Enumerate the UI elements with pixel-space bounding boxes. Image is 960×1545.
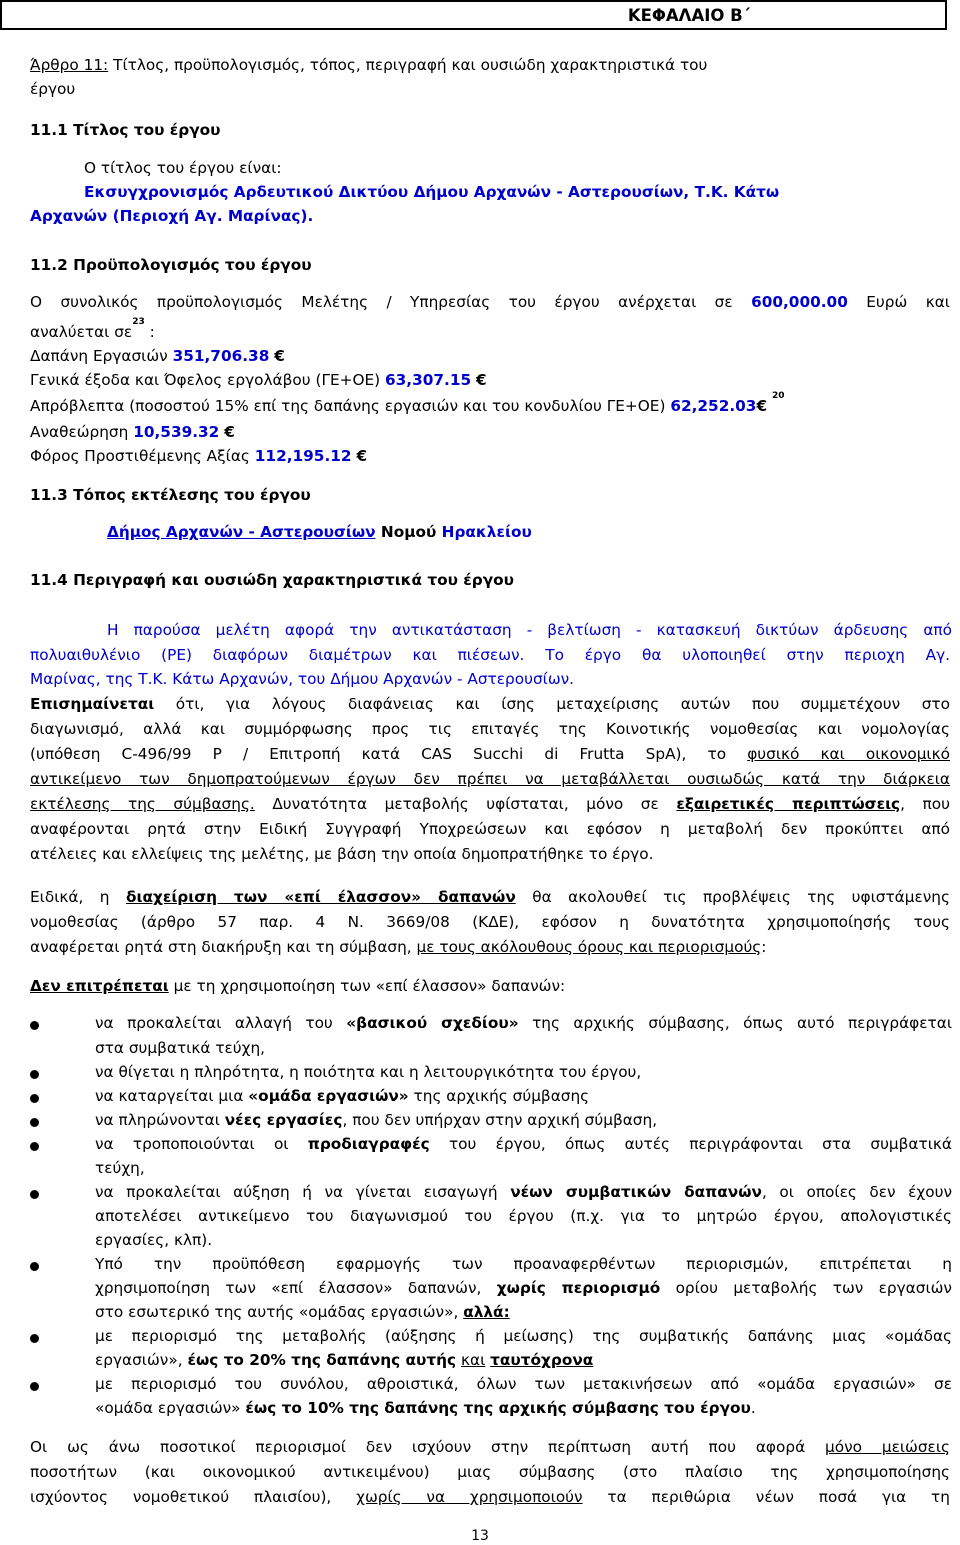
budget-breakdown-intro: αναλύεται $\sigma\varepsilon^{23}$ : [30,317,155,341]
budget-total-amount: 600,000.00 [751,293,848,311]
budget-total-line: Ο συνολικός προϋπολογισμός Μελέτης / Υπηρεσίας του έργου ανέρχεται σε 600,000.00 Ευρώ και [30,293,950,311]
not-allowed-intro: Δεν επιτρέπεται με τη χρησιμοποίηση των «επί έλασσον» δαπανών: [30,977,566,995]
article-title: Άρθρο 11: Τίτλος, προϋπολογισμός, τόπος, περιγραφή και ουσιώδη χαρακτηριστικά του [30,56,708,74]
title-intro: Ο τίτλος του έργου είναι: [84,159,282,177]
list-item-cont: στο εσωτερικό της αυτής «ομάδας εργασιών», αλλά: [95,1303,510,1321]
emphasis-paragraph: Επισημαίνεται ότι, για λόγους διαφάνειας και ίσης μεταχείρισης αυτών που συμμετέχουν στο [30,695,950,713]
list-item: με περιορισμό της μεταβολής (αύξησης ή μείωσης) της συμβατικής δαπάνης μιας «ομάδας [95,1327,952,1345]
list-item: να θίγεται η πληρότητα, η ποιότητα και η λειτουργικότητα του έργου, [95,1063,642,1081]
emphasis-paragraph-line: διαγωνισμό, αλλά και συμμόρφωσης προς τις επιταγές της Κοινοτικής νομοθεσίας και νομολογίας [30,720,950,738]
list-item: Υπό την προϋπόθεση εφαρμογής των προαναφερθέντων περιορισμών, επιτρέπεται η [95,1255,952,1273]
bullet-icon [30,1262,39,1271]
special-paragraph-line: αναφέρεται ρητά στη διακήρυξη και τη σύμβαση, με τους ακόλουθους όρους και περιορισμούς: [30,938,767,956]
list-item-cont: χρησιμοποίηση των «επί έλασσον» δαπανών, χωρίς περιορισμό ορίου μεταβολής των εργασιών [95,1279,952,1297]
section-11-2-heading: 11.2 Προϋπολογισμός του έργου [30,256,312,274]
bullet-icon [30,1382,39,1391]
special-paragraph-line: νομοθεσίας (άρθρο 57 παρ. 4 Ν. 3669/08 (ΚΔΕ), εφόσον η δυνατότητα χρησιμοποίησής τους [30,913,950,931]
list-item-cont: εργασιών», έως το 20% της δαπάνης αυτής και ταυτόχρονα [95,1351,594,1369]
list-item: με περιορισμό του συνόλου, αθροιστικά, όλων των μετακινήσεων από «ομάδα εργασιών» σε [95,1375,952,1393]
chapter-header: ΚΕΦΑΛΑΙΟ Β΄ [0,0,947,30]
bullet-icon [30,1070,39,1079]
list-item-cont: στα συμβατικά τεύχη, [95,1039,266,1057]
limits-paragraph: Οι ως άνω ποσοτικοί περιορισμοί δεν ισχύουν στην περίπτωση αυτή που αφορά μόνο μειώσεις [30,1438,950,1456]
emphasis-paragraph-line: αντικείμενο των δημοπρατούμενων έργων δεν πρέπει να μεταβάλλεται ουσιωδώς κατά την διάρκεια [30,770,950,788]
project-title-line1: Εκσυγχρονισμός Αρδευτικού Δικτύου Δήμου Αρχανών - Αστερουσίων, Τ.Κ. Κάτω [84,183,780,201]
section-11-3-heading: 11.3 Τόπος εκτέλεσης του έργου [30,486,311,504]
list-item: να πληρώνονται νέες εργασίες, που δεν υπήρχαν στην αρχική σύμβαση, [95,1111,658,1129]
budget-row: Απρόβλεπτα (ποσοστού 15% επί της δαπάνης εργασιών και του κονδυλίου ΓΕ+ΟΕ) 62,252.03€ $^{20}$ [30,391,785,415]
description-line3: Μαρίνας, της Τ.Κ. Κάτω Αρχανών, του Δήμου Αρχανών - Αστερουσίων. [30,670,575,688]
budget-row: Φόρος Προστιθέμενης Αξίας 112,195.12 € [30,447,368,465]
budget-row: Δαπάνη Εργασιών 351,706.38 € [30,347,285,365]
section-11-1-heading: 11.1 Τίτλος του έργου [30,121,221,139]
project-title-line2: Αρχανών (Περιοχή Αγ. Μαρίνας). [30,207,314,225]
list-item-cont: εργασίες, κλπ). [95,1231,213,1249]
list-item: να προκαλείται αλλαγή του «βασικού σχεδίου» της αρχικής σύμβασης, όπως αυτό περιγράφεται [95,1014,953,1032]
bullet-icon [30,1190,39,1199]
bullet-icon [30,1142,39,1151]
bullet-icon [30,1021,39,1030]
bullet-icon [30,1118,39,1127]
list-item-cont: αποτελέσει αντικείμενο του διαγωνισμού του έργου (π.χ. για το μητρώο έργου, απολογιστικές [95,1207,952,1225]
list-item-cont: τεύχη, [95,1159,145,1177]
limits-paragraph-line: ποσοτήτων (και οικονομικού αντικειμένου) μιας σύμβασης (στο πλαίσιο της χρησιμοποίησης [30,1463,950,1481]
list-item-cont: «ομάδα εργασιών» έως το 10% της δαπάνης της αρχικής σύμβασης του έργου. [95,1399,756,1417]
list-item: να προκαλείται αύξηση ή να γίνεται εισαγωγή νέων συμβατικών δαπανών, οι οποίες δεν έχουν [95,1183,952,1201]
emphasis-paragraph-line: (υπόθεση C-496/99 P / Επιτροπή κατά CAS Succhi di Frutta SpA), το φυσικό και οικονομικό [30,745,950,763]
description-line2: πολυαιθυλένιο (PE) διαφόρων διαμέτρων και πιέσεων. Το έργο θα υλοποιηθεί στην περιοχη Αγ. [30,646,950,664]
bullet-icon [30,1334,39,1343]
bullet-icon [30,1094,39,1103]
list-item: να τροποποιούνται οι προδιαγραφές του έργου, όπως αυτές περιγράφονται στα συμβατικά [95,1135,952,1153]
emphasis-paragraph-line: εκτέλεσης της σύμβασης. Δυνατότητα μεταβολής υφίσταται, μόνο σε εξαιρετικές περιπτώσεις, που [30,795,950,813]
project-location: Δήμος Αρχανών - Αστερουσίων Νομού Ηρακλείου [107,523,532,541]
emphasis-paragraph-line: ατέλειες και ελλείψεις της μελέτης, με βάση την οποία δημοπρατήθηκε το έργο. [30,845,654,863]
budget-row: Αναθεώρηση 10,539.32 € [30,423,235,441]
article-title-cont: έργου [30,80,76,98]
section-11-4-heading: 11.4 Περιγραφή και ουσιώδη χαρακτηριστικά του έργου [30,571,515,589]
budget-row: Γενικά έξοδα και Όφελος εργολάβου (ΓΕ+ΟΕ) 63,307.15 € [30,371,487,389]
limits-paragraph-line: ισχύοντος νομοθετικού πλαισίου), χωρίς να χρησιμοποιούν τα περιθώρια νέων ποσά για τη [30,1488,950,1506]
list-item: να καταργείται μια «ομάδα εργασιών» της αρχικής σύμβασης [95,1087,590,1105]
special-paragraph: Ειδικά, η διαχείριση των «επί έλασσον» δαπανών θα ακολουθεί τις προβλέψεις της υφιστάμενης [30,888,950,906]
emphasis-paragraph-line: αναφέρονται ρητά στην Ειδική Συγγραφή Υποχρεώσεων και εφόσον η μεταβολή δεν προκύπτει από [30,820,950,838]
page-number: 13 [471,1528,489,1544]
description-line1: Η παρούσα μελέτη αφορά την αντικατάσταση - βελτίωση - κατασκευή δικτύων άρδευσης από [107,621,952,639]
